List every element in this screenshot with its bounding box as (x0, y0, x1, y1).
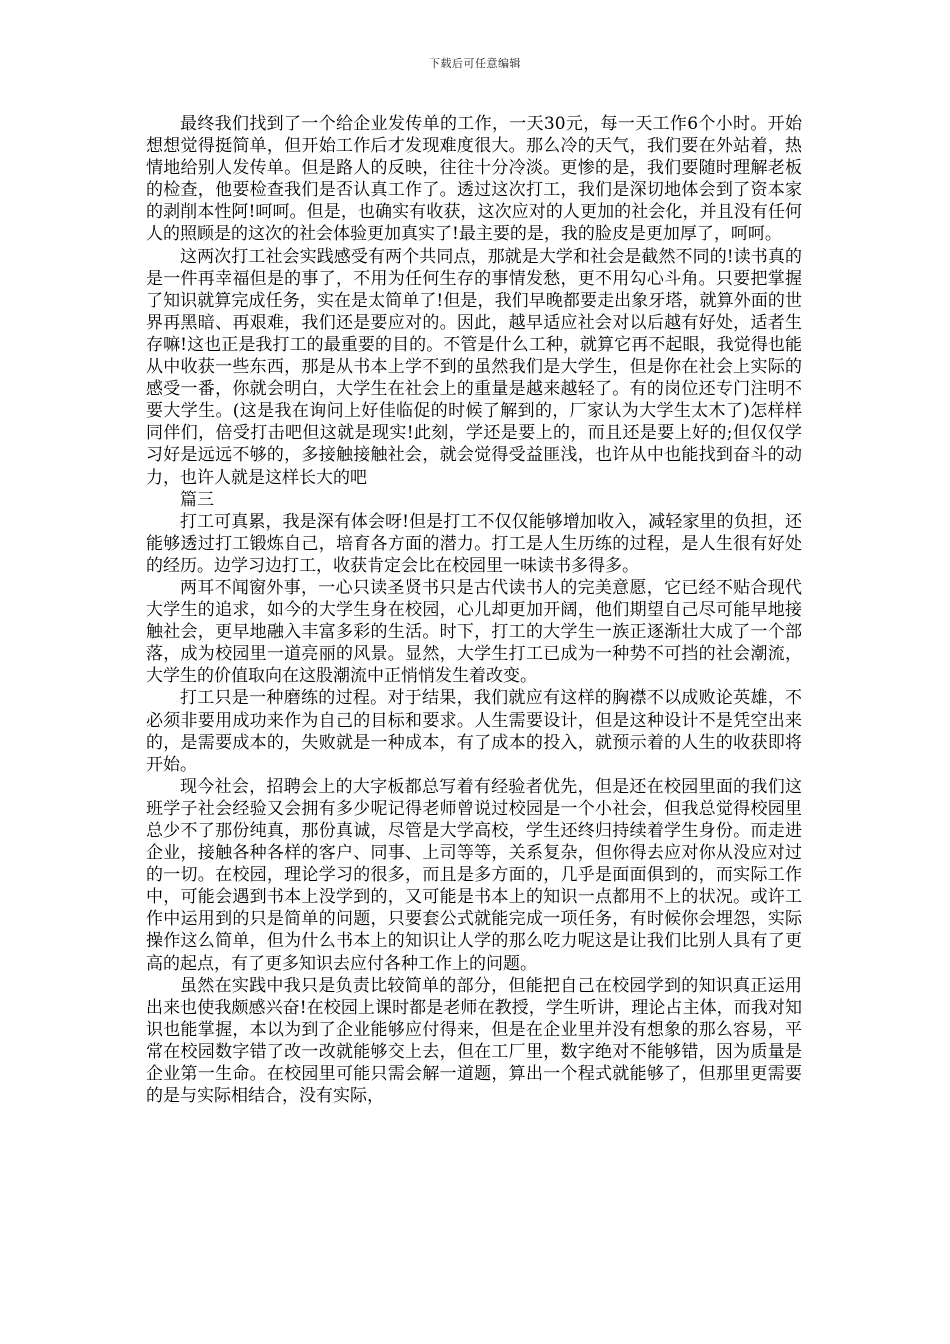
paragraph: 现今社会，招聘会上的大字板都总写着有经验者优先，但是还在校园里面的我们这班学子社会经验又会拥有多少呢记得老师曾说过校园是一个小社会，但我总觉得校园里总少不了那份纯真，那份真诚，尽管是大学高校，学生还终归持续着学生身份。而走进企业，接触各种各样的客户、同事、上司等等，关系复杂，但你得去应对你从没应对过的一切。在校园，理论学习的很多，而且是多方面的，几乎是面面俱到的，而实际工作中，可能会遇到书本上没学到的，又可能是书本上的知识一点都用不上的状况。或许工作中运用到的只是简单的问题，只要套公式就能完成一项任务，有时候你会埋怨，实际操作这么简单，但为什么书本上的知识让人学的那么吃力呢这是让我们比别人具有了更高的起点，有了更多知识去应付各种工作上的问题。 (146, 776, 802, 974)
page-header-note: 下载后可任意编辑 (429, 57, 521, 70)
paragraph: 打工只是一种磨练的过程。对于结果，我们就应有这样的胸襟不以成败论英雄，不必须非要用成功来作为自己的目标和要求。人生需要设计，但是这种设计不是凭空出来的，是需要成本的，失败就是一种成本，有了成本的投入，就预示着的人生的收获即将开始。 (146, 688, 802, 775)
paragraph: 最终我们找到了一个给企业发传单的工作，一天30元，每一天工作6个小时。开始想想觉得挺简单，但开始工作后才发现难度很大。那么冷的天气，我们要在外站着，热情地给别人发传单。但是路人的反映，往往十分冷淡。更惨的是，我们要随时理解老板的检查，他要检查我们是否认真工作了。透过这次打工，我们是深切地体会到了资本家的剥削本性阿!呵呵。但是，也确实有收获，这次应对的人更加的社会化，并且没有任何人的照顾是的这次的社会体验更加真实了!最主要的是，我的脸皮是更加厚了，呵呵。 (146, 114, 802, 245)
paragraph: 虽然在实践中我只是负责比较简单的部分，但能把自己在校园学到的知识真正运用出来也使我颇感兴奋!在校园上课时都是老师在教授，学生听讲，理论占主体，而我对知识也能掌握，本以为到了企业能够应付得来，但是在企业里并没有想象的那么容易，平常在校园数字错了改一改就能够交上去，但在工厂里，数字绝对不能够错，因为质量是企业第一生命。在校园里可能只需会解一道题，算出一个程式就能够了，但那里更需要的是与实际相结合，没有实际， (146, 975, 802, 1107)
paragraph: 这两次打工社会实践感受有两个共同点，那就是大学和社会是截然不同的!读书真的是一件再幸福但是的事了，不用为任何生存的事情发愁，更不用勾心斗角。只要把掌握了知识就算完成任务，实在是太简单了!但是，我们早晚都要走出象牙塔，就算外面的世界再黑暗、再艰难，我们还是要应对的。因此，越早适应社会对以后越有好处，适者生存嘛!这也正是我打工的最重要的目的。不管是什么工种，就算它再不起眼，我觉得也能从中收获一些东西，那是从书本上学不到的虽然我们是大学生，但是你在社会上实际的感受一番，你就会明白，大学生在社会上的重量是越来越轻了。有的岗位还专门注明不要大学生。(这是我在询问上好佳临促的时候了解到的，厂家认为大学生太木了)怎样样同伴们，倍受打击吧但这就是现实!此刻，学还是要上的，而且还是要上好的;但仅仅学习好是远远不够的，多接触接触社会，就会觉得受益匪浅，也许从中也能找到奋斗的动力，也许人就是这样长大的吧 (146, 246, 802, 488)
section-heading: 篇三 (180, 489, 214, 510)
paragraph: 两耳不闻窗外事，一心只读圣贤书只是古代读书人的完美意愿，它已经不贴合现代大学生的追求，如今的大学生身在校园，心儿却更加开阔，他们期望自己尽可能早地接触社会，更早地融入丰富多彩的生活。时下，打工的大学生一族正逐渐壮大成了一个部落，成为校园里一道亮丽的风景。显然，大学生打工已成为一种势不可挡的社会潮流，大学生的价值取向在这股潮流中正悄悄发生着改变。 (146, 577, 802, 687)
document-body (146, 113, 802, 1107)
paragraph: 打工可真累，我是深有体会呀!但是打工不仅仅能够增加收入，减轻家里的负担，还能够透过打工锻炼自己，培育各方面的潜力。打工是人生历练的过程，是人生很有好处的经历。边学习边打工，收获肯定会比在校园里一味读书多得多。 (146, 511, 802, 576)
